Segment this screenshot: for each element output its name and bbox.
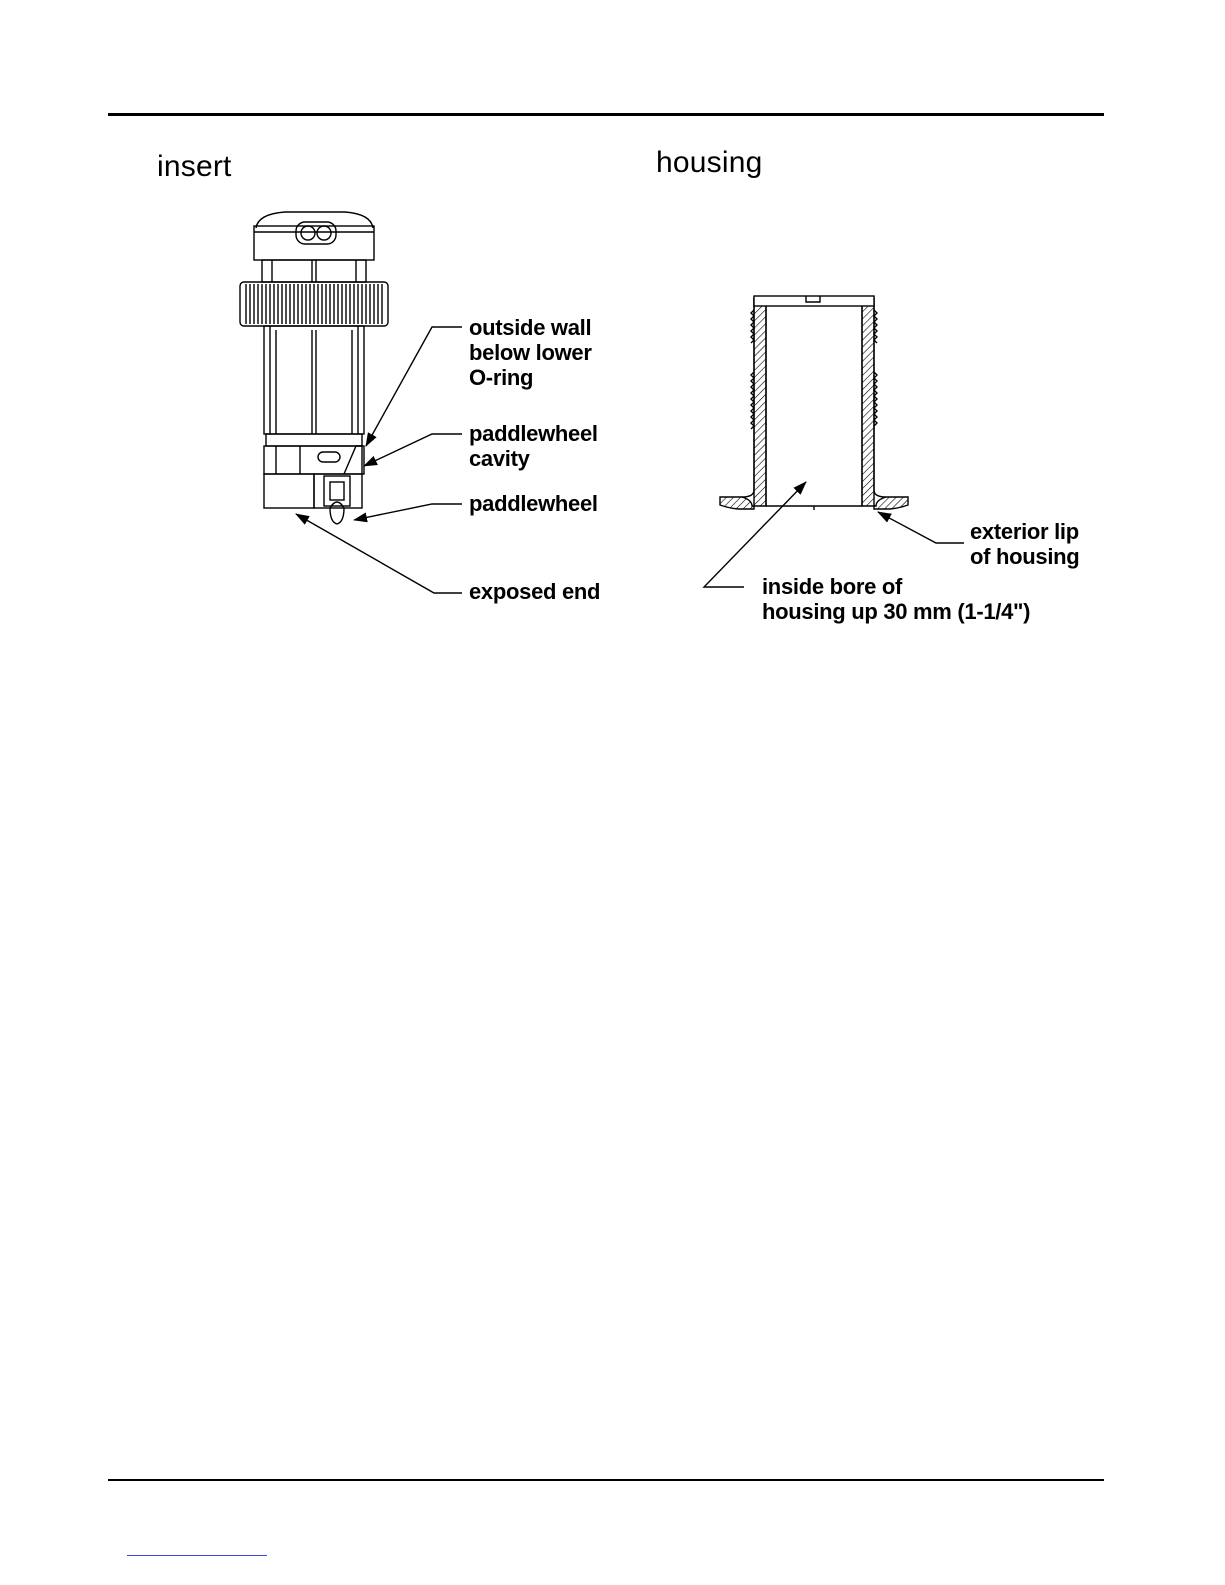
insert-leaders bbox=[296, 327, 462, 593]
insert-cavity-window bbox=[318, 452, 340, 462]
leader-outside-wall bbox=[366, 327, 462, 446]
label-exterior-lip-line1: exterior lip bbox=[970, 519, 1079, 544]
label-outside-wall-line3: O-ring bbox=[469, 365, 534, 390]
label-exposed-end: exposed end bbox=[469, 579, 601, 604]
label-paddlewheel: paddlewheel bbox=[469, 491, 598, 516]
leader-paddlewheel-cavity bbox=[364, 434, 462, 466]
label-paddlewheel-cavity-line1: paddlewheel bbox=[469, 421, 598, 446]
insert-lower-section bbox=[264, 446, 364, 474]
label-outside-wall-line1: outside wall bbox=[469, 315, 592, 340]
housing-heading: housing bbox=[656, 146, 763, 179]
insert-neck bbox=[262, 260, 366, 282]
label-paddlewheel-cavity-line2: cavity bbox=[469, 446, 530, 471]
label-inside-bore-line1: inside bore of bbox=[762, 574, 903, 599]
leader-exterior-lip bbox=[878, 512, 964, 543]
insert-tip bbox=[264, 474, 314, 508]
insert-cavity-wedge bbox=[344, 446, 362, 474]
label-exterior-lip-line2: of housing bbox=[970, 544, 1080, 569]
label-inside-bore-line2: housing up 30 mm (1-1/4") bbox=[762, 599, 1031, 624]
housing-left-wall bbox=[720, 298, 766, 509]
insert-cap bbox=[254, 226, 374, 260]
insert-heading: insert bbox=[157, 150, 232, 183]
housing-right-wall bbox=[862, 298, 908, 509]
leader-exposed-end bbox=[296, 514, 462, 593]
housing-drawing bbox=[720, 296, 908, 510]
insert-lower-oring bbox=[266, 434, 362, 446]
label-outside-wall-line2: below lower bbox=[469, 340, 592, 365]
insert-body bbox=[264, 326, 364, 434]
insert-drawing bbox=[240, 212, 388, 524]
leader-paddlewheel bbox=[354, 504, 462, 520]
housing-top-rim bbox=[754, 296, 874, 306]
